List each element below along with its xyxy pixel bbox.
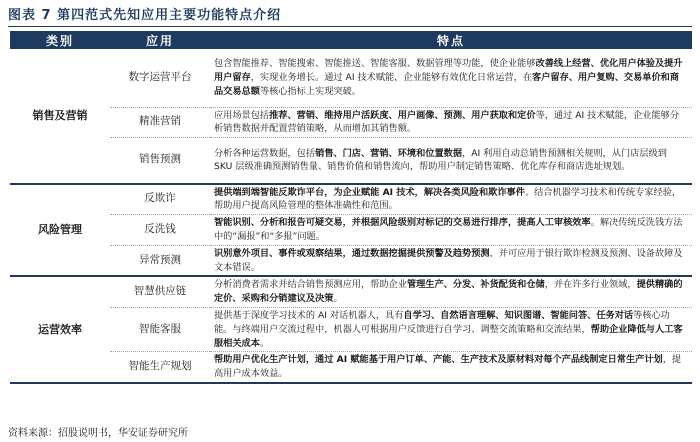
app-cell: 智慧供应链: [110, 276, 210, 307]
feature-cell: [210, 49, 692, 107]
category-cell: 运营效率: [10, 276, 110, 383]
feature-text-bold: 客户留存、用户复购、交易单价和商品交易总额: [214, 71, 680, 97]
feature-text: 。结合机器学习技术和传统专家经验，帮助用户提高风险管理的整体准确性和范围。: [214, 186, 682, 212]
table-row: [10, 245, 692, 276]
header-app: 应用: [110, 31, 210, 49]
app-cell: 智能客服: [110, 307, 210, 351]
feature-text: ，并可应用于银行欺诈检测及预测、设备故障及文本错误。: [214, 247, 683, 273]
feature-text: ，并在许多行业领域，: [544, 279, 637, 291]
feature-cell: [210, 138, 692, 184]
source-note: 资料来源：招股说明书，华安证券研究所: [8, 428, 188, 439]
header-row: [10, 31, 692, 49]
category-cell: 风险管理: [10, 184, 110, 277]
table-row: [10, 276, 692, 307]
feature-text-bold: 推荐、营销、维持用户活跃度、用户画像、预测、用户获取和定价: [269, 109, 536, 121]
table-row: [10, 49, 692, 107]
feature-text: 分析各种运营数据，包括: [214, 147, 316, 159]
feature-text: 等核心指标上实现突破。: [259, 85, 361, 97]
feature-text-bold: 识别意外项目、事件或观察结果，通过数据挖掘提供预警及趋势预测: [214, 247, 490, 259]
feature-cell: [210, 215, 692, 246]
feature-cell: [210, 184, 692, 215]
feature-cell: [210, 276, 692, 307]
feature-text: 。解决传统反洗钱方法中的“漏报”和“多报”问题。: [214, 217, 683, 242]
feature-text: 。: [259, 337, 270, 349]
title-rule: [8, 26, 692, 27]
feature-text: ，实现业务增长。通过 AI 技术赋能，企业能够有效优化日常运营，在: [250, 71, 533, 83]
feature-text: 提供基于深度学习技术的 AI 对话机器人，具有: [214, 309, 404, 321]
feature-text: ，AI 利用自动总销售预测相关规则，从门店层级到 SKU 层级准确预测销售量、销售价值和销售流向，帮助用户制定销售策略、优化库存和商店选址规划。: [214, 147, 667, 173]
app-cell: 销售预测: [110, 138, 210, 184]
table-title: 图表 7 第四范式先知应用主要功能特点介绍: [8, 8, 282, 23]
feature-text: ，提高用户成本效益。: [214, 354, 682, 380]
category-cell: 销售及营销: [10, 49, 110, 184]
header-category: 类别: [10, 31, 110, 49]
feature-text: 分析消费者需求并结合销售预测应用，帮助企业: [214, 279, 407, 291]
feature-text-bold: 销售、门店、营销、环境和位置数据: [315, 147, 463, 159]
app-cell: 数字运营平台: [110, 49, 210, 107]
app-cell: 反欺诈: [110, 184, 210, 215]
feature-text-bold: 帮助企业降低与人工客服相关成本: [214, 323, 683, 349]
app-cell: 精准营销: [110, 107, 210, 138]
features-table: [10, 31, 692, 384]
table-row: [10, 307, 692, 351]
feature-text-bold: 自学习、自然语言理解、知识图谱、智能问答、任务对话: [403, 309, 634, 321]
feature-cell: [210, 245, 692, 276]
table-row: [10, 352, 692, 383]
feature-cell: [210, 307, 692, 351]
app-cell: 智能生产规划: [110, 352, 210, 383]
feature-cell: [210, 107, 692, 138]
app-cell: 反洗钱: [110, 215, 210, 246]
feature-text: 等，通过 AI 技术赋能，企业能够分析销售数据并配置营销策略，从而增加其销售额。: [214, 109, 680, 135]
table-row: [10, 107, 692, 138]
feature-text: 包含智能推荐、智能搜索、智能推送、智能客服、数据管理等功能，使企业能够: [214, 58, 536, 70]
table-row: [10, 138, 692, 184]
feature-text: 应用场景包括: [214, 109, 270, 121]
feature-cell: [210, 352, 692, 383]
feature-text: 等核心功能。与终端用户交流过程中，机器人可根据用户反馈进行自学习、调整交流策略和交流结果，: [214, 309, 670, 335]
feature-text-bold: 智能识别、分析和报告可疑交易，并根据风险级别对标记的交易进行排序，提高人工审核效率: [214, 217, 591, 229]
feature-text-bold: 帮助用户优化生产计划，通过 AI 赋能基于用户订单、产能、生产技术及原材料对每个产品线制定日常生产计划: [214, 354, 663, 366]
feature-text-bold: 管理生产、分发、补货配货和仓储: [406, 279, 545, 291]
feature-text-bold: 改善线上经营、优化用户体验及提升用户留存: [214, 58, 683, 83]
app-cell: 异常预测: [110, 245, 210, 276]
feature-text: 。: [333, 293, 343, 305]
table-row: [10, 184, 692, 215]
header-features: 特点: [210, 31, 692, 49]
feature-text-bold: 提供端到端智能反欺诈平台，为企业赋能 AI 技术，解决各类风险和欺诈事件: [214, 186, 525, 198]
feature-text-bold: 提供精确的定价、采购和分销建议及决策: [214, 279, 683, 305]
table-row: [10, 215, 692, 246]
